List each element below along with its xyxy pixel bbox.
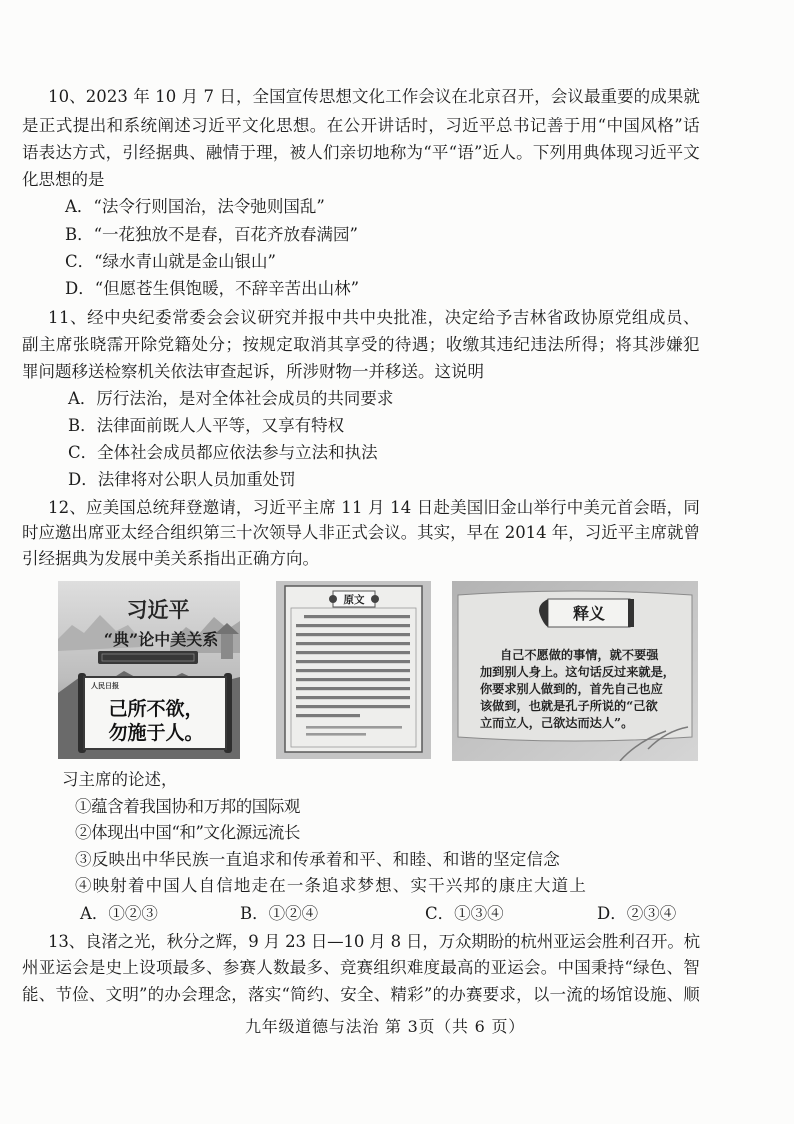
illegible-text-line [296, 633, 410, 636]
illegible-text-line [296, 714, 360, 717]
q12-option-d: D．②③④ [597, 904, 677, 923]
illegible-text-line [296, 651, 410, 654]
poster-banner [98, 651, 198, 664]
q12-stem-line: 12、应美国总统拜登邀请，习近平主席 11 月 14 日赴美国旧金山举行中美元首会晤，同 [48, 498, 701, 517]
q13-stem-line: 能、节俭、文明”的办会理念，落实“简约、安全、精彩”的办赛要求，以一流的场馆设施、顺 [22, 985, 701, 1004]
q10-option-b: B．“一花独放不是春，百花齐放春满园” [65, 225, 358, 244]
q11-option-d: D．法律将对公职人员加重处罚 [68, 470, 296, 489]
q11-stem-line: 11、经中央纪委常委会会议研究并报中共中央批准，决定给予吉林省政协原党组成员、 [48, 308, 701, 327]
illegible-text-line [296, 642, 410, 645]
q12-lead: 习主席的论述， [62, 770, 178, 789]
q12-statement-1: ①蕴含着我国协和万邦的国际观 [75, 797, 300, 816]
q12-statement-3: ③反映出中华民族一直追求和传承着和平、和睦、和谐的坚定信念 [75, 850, 560, 869]
poster-title: 习近平 [126, 597, 190, 622]
illegible-text-line [296, 696, 410, 699]
original-text-image [276, 581, 431, 759]
q10-stem-line: 是正式提出和系统阐述习近平文化思想。在公开讲话时，习近平总书记善于用“中国风格”话 [22, 116, 701, 135]
q10-stem-line: 化思想的是 [22, 170, 105, 189]
original-tag-label: 原文 [343, 594, 365, 606]
q12-stem-line: 引经据典为发展中美关系指出正确方向。 [22, 549, 319, 568]
q13-stem-line: 13、良渚之光，秋分之辉，9 月 23 日—10 月 8 日，万众期盼的杭州亚运会胜利召开。杭 [48, 932, 701, 951]
q11-stem-line: 罪问题移送检察机关依法审查起诉，所涉财物一并移送。这说明 [22, 362, 484, 381]
q11-option-b: B．法律面前既人人平等，又享有特权 [68, 416, 345, 435]
q12-statement-2: ②体现出中国“和”文化源远流长 [75, 823, 300, 842]
explanation-text-line: 加到别人身上。这句话反过来就是， [480, 665, 675, 679]
masthead-logo: 人民日报 [91, 681, 119, 690]
explanation-svg [452, 581, 698, 761]
illegible-text-line [296, 660, 410, 663]
q13-stem-line: 州亚运会是史上设项最多、参赛人数最多、竞赛组织难度最高的亚运会。中国秉持“绿色、智 [22, 958, 700, 977]
illegible-text-line [304, 615, 410, 618]
poster-image [58, 581, 240, 759]
page-footer: 九年级道德与法治 第 3页（共 6 页） [245, 1017, 525, 1036]
q12-statement-4: ④映射着中国人自信地走在一条追求梦想、实干兴邦的康庄大道上 [75, 876, 587, 895]
q11-option-c: C．全体社会成员都应依法参与立法和执法 [68, 443, 378, 462]
q10-stem-line: 语表达方式，引经据典、融情于理，被人们亲切地称为“平“语”近人。下列用典体现习近平文 [22, 143, 701, 162]
q12-option-b: B．①②④ [240, 904, 319, 923]
explanation-image [452, 581, 698, 761]
q12-stem-line: 时应邀出席亚太经合组织第三十次领导人非正式会议。其实，早在 2014 年，习近平主席就曾 [22, 523, 700, 542]
q11-option-a: A．厉行法治，是对全体社会成员的共同要求 [68, 389, 394, 408]
illegible-text-line [296, 669, 410, 672]
quote-line-1: 己所不欲， [108, 698, 204, 720]
explanation-text-line: 你要求别人做到的，首先自己也应 [480, 682, 663, 696]
illegible-text-line [296, 687, 410, 690]
illegible-text-line [296, 705, 410, 708]
q12-option-c: C．①③④ [425, 904, 504, 923]
q10-option-c: C．“绿水青山就是金山银山” [65, 252, 276, 271]
q10-stem-line: 10、2023 年 10 月 7 日，全国宣传思想文化工作会议在北京召开，会议最重要的成果就 [48, 87, 700, 106]
explanation-text-line: 该做到，也就是孔子所说的“己欲 [480, 699, 658, 713]
explanation-text-line: 自己不愿做的事情，就不要强 [500, 648, 659, 662]
q11-stem-line: 副主席张晓霈开除党籍处分；按规定取消其享受的待遇；收缴其违纪违法所得；将其涉嫌犯 [22, 335, 700, 354]
explanation-tag-label: 释义 [572, 604, 606, 623]
original-svg [276, 581, 431, 759]
poster-svg [58, 581, 240, 759]
illegible-text-line [296, 624, 410, 627]
illegible-caption-line [306, 726, 402, 729]
q10-option-a: A．“法令行则国治，法令弛则国乱” [65, 197, 325, 216]
q12-option-a: A．①②③ [80, 904, 158, 923]
q10-option-d: D．“但愿苍生俱饱暖，不辞辛苦出山林” [65, 279, 360, 298]
explanation-text-line: 立而立人，己欲达而达人”。 [480, 716, 634, 730]
illegible-text-line [296, 678, 410, 681]
illegible-caption-line [306, 733, 366, 736]
quote-line-2: 勿施于人。 [108, 722, 204, 744]
poster-subtitle: “典”论中美关系 [103, 630, 219, 649]
